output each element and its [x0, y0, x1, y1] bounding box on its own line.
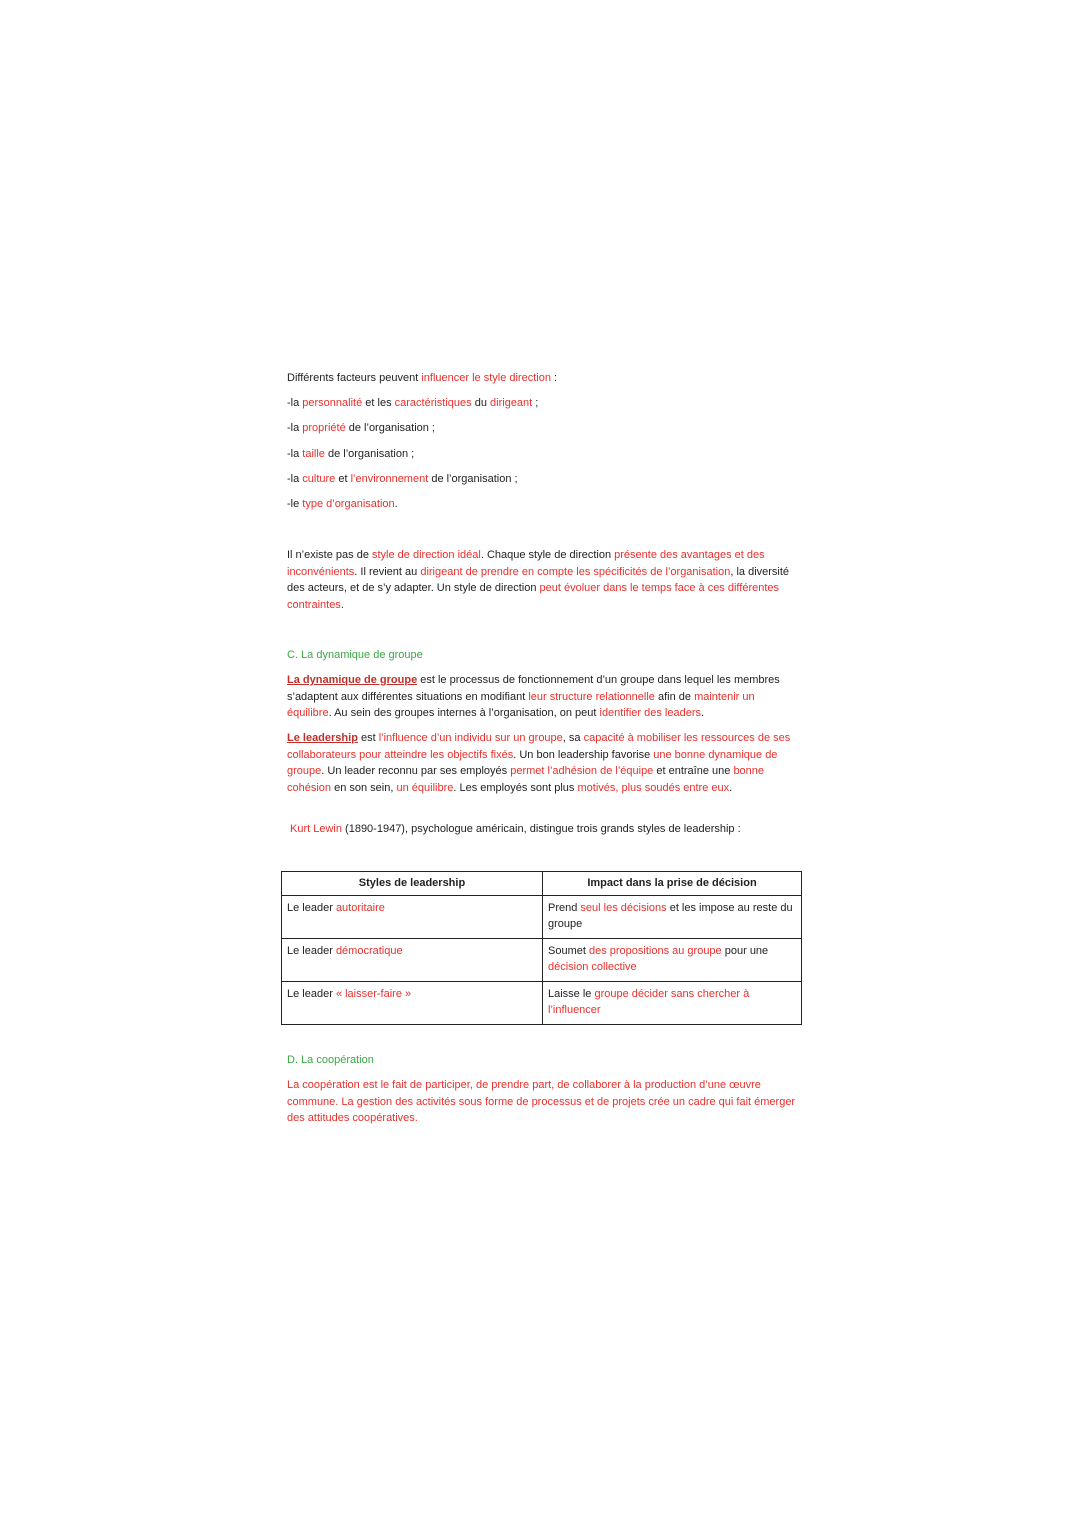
table-row — [282, 981, 802, 1024]
group-dynamics-paragraph: La dynamique de groupe est le processus de fonctionnement d’un groupe dans lequel les membres s’adaptent aux différentes situations en modifiant leur structure relationnelle afin de maintenir un équilibre. Au sein des groupes internes à l’organisation, on peut identifier des leaders. — [287, 674, 780, 719]
table-cell-style: Le leader « laisser-faire » — [282, 981, 543, 1024]
table-row — [282, 938, 802, 981]
lewin-intro: Kurt Lewin (1890-1947), psychologue américain, distingue trois grands styles de leadership : — [290, 823, 741, 835]
table-cell-style: Le leader démocratique — [282, 938, 543, 981]
section-d-heading: D. La coopération — [287, 1054, 374, 1066]
table-header-cell: Styles de leadership — [282, 872, 543, 896]
table-header-cell: Impact dans la prise de décision — [543, 872, 802, 896]
table-header-row — [282, 872, 802, 896]
table-cell-impact: Laisse le groupe décider sans chercher à l’influencer — [543, 981, 802, 1024]
factor-item: -la taille de l’organisation ; — [287, 448, 415, 460]
cooperation-paragraph: La coopération est le fait de participer, de prendre part, de collaborer à la production d’une œuvre commune. La gestion des activités sous forme de processus et de projets crée un cadre qui fait émerger des attitudes coopératives. — [287, 1079, 796, 1124]
factors-intro: Différents facteurs peuvent influencer le style direction : — [287, 372, 558, 384]
section-c-heading: C. La dynamique de groupe — [287, 649, 423, 661]
table-row — [282, 895, 802, 938]
table-cell-style: Le leader autoritaire — [282, 895, 543, 938]
factor-item: -la propriété de l’organisation ; — [287, 422, 435, 434]
factor-item: -le type d’organisation. — [287, 498, 398, 510]
table-cell-impact: Soumet des propositions au groupe pour une décision collective — [543, 938, 802, 981]
ideal-style-paragraph: Il n’existe pas de style de direction idéal. Chaque style de direction présente des avantages et des inconvénients. Il revient au dirigeant de prendre en compte les spécificités de l’organisation, la diversité des acteurs, et de s’y adapter. Un style de direction peut évoluer dans le temps face à ces différentes contraintes. — [287, 549, 790, 611]
factor-item: -la personnalité et les caractéristiques du dirigeant ; — [287, 397, 539, 409]
table-cell-impact: Prend seul les décisions et les impose au reste du groupe — [543, 895, 802, 938]
factor-item: -la culture et l’environnement de l’organisation ; — [287, 473, 518, 485]
leadership-styles-table — [281, 871, 802, 1025]
leadership-paragraph: Le leadership est l’influence d’un individu sur un groupe, sa capacité à mobiliser les ressources de ses collaborateurs pour atteindre les objectifs fixés. Un bon leadership favorise une bonne dynamique de groupe. Un leader reconnu par ses employés permet l’adhésion de l’équipe et entraîne une bonne cohésion en son sein, un équilibre. Les employés sont plus motivés, plus soudés entre eux. — [287, 732, 791, 794]
